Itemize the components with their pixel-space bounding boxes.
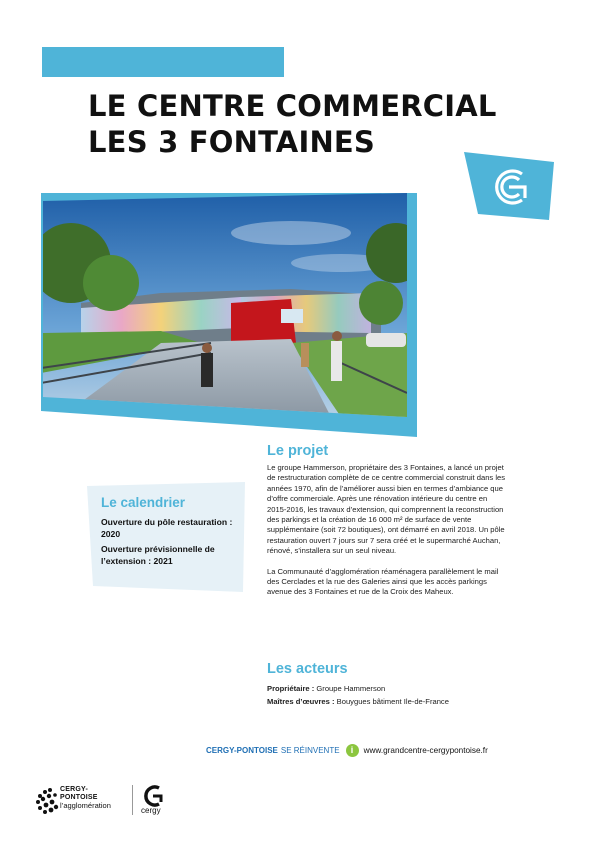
projet-heading: Le projet — [267, 443, 329, 459]
acteurs-heading: Les acteurs — [267, 661, 348, 677]
proprietaire-label: Propriétaire : — [267, 684, 315, 693]
title-line-1: LE CENTRE COMMERCIAL — [88, 89, 497, 123]
agglo-wordmark — [60, 786, 111, 810]
proprietaire-value: Groupe Hammerson — [316, 684, 386, 693]
acteur-proprietaire — [267, 684, 385, 693]
maitres-label: Maîtres d’œuvres : — [267, 697, 335, 706]
calendar-box — [87, 482, 245, 592]
cergy-label: cergy — [141, 806, 161, 815]
info-icon: i — [346, 744, 359, 757]
projet-body — [267, 463, 507, 608]
calendar-item-restauration: Ouverture du pôle restauration : 2020 — [101, 517, 233, 539]
grand-centre-logo-icon — [464, 152, 554, 220]
website-link[interactable]: www.grandcentre-cergypontoise.fr — [363, 746, 488, 755]
projet-paragraph-1: Le groupe Hammerson, propriétaire des 3 Fontaines, a lancé un projet de restructuration complète de ce centre commercial construit dans les années 1970, afin de l’améliorer aussi bien en termes d’ambiance que d’offre commerciale. Après une rénovation intérieure du centre en 2015-2016, les travaux d’extension, qui comprennent la reconstruction des parkings et la création de 16 000 m² de surface de vente supplémentaire (soit 72 boutiques), ont démarré en avril 2018. Un pôle restauration ouvert 7 jours sur 7 sera créé et le supermarché Auchan, rénové, s’installera sur un seul niveau. — [267, 463, 506, 556]
page-title — [88, 88, 497, 160]
footer-tagline-row — [206, 744, 488, 757]
calendar-item-extension: Ouverture prévisionnelle de l’extension : 2021 — [101, 544, 215, 566]
acteur-maitres-oeuvre — [267, 697, 449, 706]
calendar-heading: Le calendrier — [101, 495, 186, 510]
top-accent-band — [42, 47, 284, 77]
footer-tagline: SE RÉINVENTE — [280, 746, 340, 755]
footer-brand: CERGY-PONTOISE — [206, 746, 278, 755]
rendering-image — [41, 193, 417, 437]
title-line-2: LES 3 FONTAINES — [88, 125, 376, 159]
maitres-value: Bouygues bâtiment Ile-de-France — [336, 697, 449, 706]
agglo-line-3: l’agglomération — [60, 801, 111, 810]
agglo-line-2: PONTOISE — [60, 794, 98, 801]
projet-paragraph-2: La Communauté d’agglomération réaménagera parallèlement le mail des Cerclades et la rue des Galeries ainsi que les accès parkings avenue des 3 Fontaines et rue de la Croix des Maheux. — [267, 566, 499, 597]
agglo-line-1: CERGY- — [60, 786, 89, 793]
footer-divider — [132, 785, 133, 815]
